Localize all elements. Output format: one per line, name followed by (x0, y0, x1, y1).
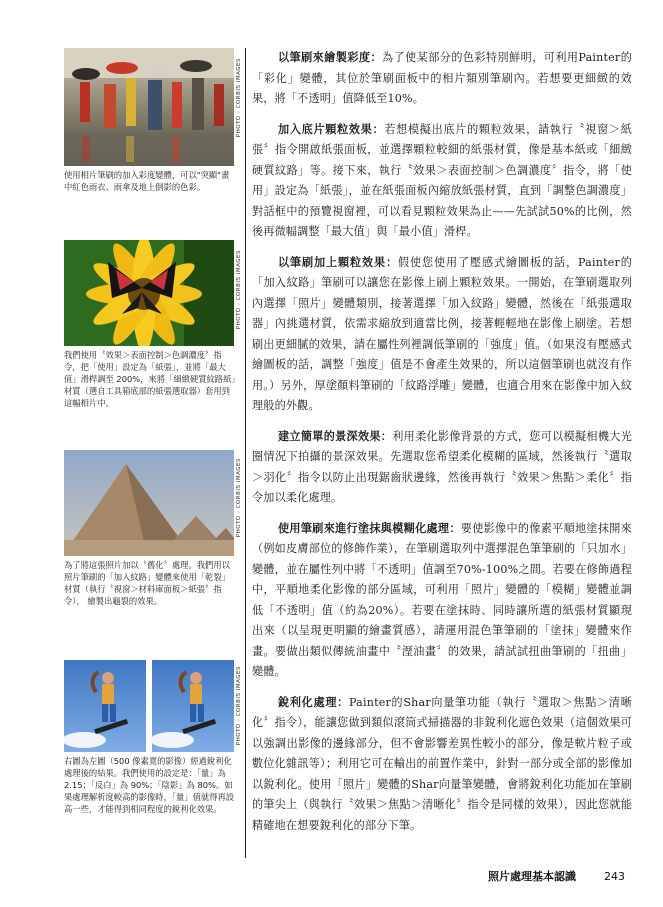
section-sharpen (252, 693, 632, 837)
page-footer (488, 868, 625, 884)
column-divider (245, 48, 246, 858)
section-saturation (252, 48, 632, 110)
photo-caption: 我們使用〝效果＞表面控制＞色調濃度〞指令，把「使用」設定為「紙張」，並將「最大值」滑桿調至 200%，來將「細緻硬質紋路紙」材質（選自工具箱底部的紙張選取器）套用到這幅相片中。 (64, 350, 236, 408)
photo-credit: PHOTO : CORBIS IMAGES (236, 250, 242, 330)
rain-street-photo (64, 48, 234, 166)
photo-block-3 (64, 450, 244, 607)
section-brush-grain (252, 253, 632, 417)
photo-credit: PHOTO : CORBIS IMAGES (236, 458, 242, 538)
butterfly-flower-photo (64, 240, 234, 346)
section-heading: 使用筆刷來進行塗抹與模糊化處理： (278, 521, 461, 535)
section-heading: 建立簡單的景深效果： (278, 429, 393, 443)
photo-credit: PHOTO : CORBIS IMAGES (236, 58, 242, 138)
photo-caption: 使用相片筆刷的加入彩度變體，可以"突顯"畫中紅色雨衣、雨傘及地上倒影的色彩。 (64, 170, 230, 192)
photo-block-4 (64, 660, 244, 815)
pyramids-photo (64, 450, 234, 556)
section-text: 要使影像中的像素平順地塗抹開來（例如皮膚部位的修飾作業），在筆刷選取列中選擇混色筆筆刷的「只加水」變體，並在屬性列中將「不透明」值調至70%-100%之間。若要在修飾過程中，平順地柔化影像的部分區域，可利用「照片」變體的「模糊」變體並調低「不透明」值（約為20%）。若要在塗抹時、同時讓所選的紙張材質顯現出來（以呈現更明顯的繪畫質感），請運用混色筆筆刷的「塗抹」變體來作畫。要做出類似傳統油畫中〝溼油畫〞的效果，請試試扭曲筆刷的「扭曲」變體。 (252, 521, 632, 678)
section-text: 若想模擬出底片的顆粒效果，請執行〝視窗＞紙張〞指令開啟紙張面板，並選擇顆粒較細的紙張材質，像是基本紙或「細緻硬質紋路」等。接下來，執行〝效果＞表面控制＞色調濃度〞指令，將「使用」設定為「紙張」，並在紙張面板內縮放紙張材質，直到「調整色調濃度」對話框中的預覽視窗裡，可以看見顆粒效果為止——先試試50%的比例，然後再微幅調整「最大值」與「最小值」滑桿。 (252, 122, 632, 238)
section-depth-of-field (252, 427, 632, 509)
photo-caption: 為了將這張照片加以〝舊化〞處理。我們用以照片筆刷的「加入紋路」變體來使用「乾裂」材質（執行〝視窗＞材料庫面板＞紙張〞指令）， 繪製出龜裂的效果。 (64, 560, 230, 606)
body-column (252, 48, 632, 846)
section-smear-blur (252, 519, 632, 683)
skateboard-compare-photo (64, 660, 234, 752)
section-text: 假使您使用了壓感式繪圖板的話，Painter的「加入紋路」筆刷可以讓您在影像上刷上顆粒效果。一開始，在筆刷選取列內選擇「照片」變體類別，接著選擇「加入紋路」變體，然後在「紙張選取器」內挑選材質，依需求縮放到適當比例，接著輕輕地在影像上刷塗。若想刷出更細膩的效果，請在屬性列裡調低筆刷的「強度」值。（如果沒有壓感式繪圖板的話，調整「強度」值是不會產生效果的，所以這個筆刷也就沒有作用。）另外，厚塗顏料筆刷的「紋路浮雕」變體，也適合用來在影像中加入紋理般的外觀。 (252, 255, 632, 412)
section-text: Painter的Shar向量筆功能（執行〝選取＞焦點＞清晰化〞指令），能讓您做到類似滾筒式掃描器的非銳利化遮色效果（這個效果可以強調出影像的邊緣部分，但不會影響差異性較小的部分，像是軟片粒子或數位化雜訊等）；利用它可在輸出的前置作業中，針對一部分或全部的影像加以銳利化。使用「照片」變體的Shar向量筆變體，會將銳利化功能加在筆刷的筆尖上（與執行〝效果＞焦點＞清晰化〞指令是同樣的效果），因此您就能精確地在想要銳利化的部分下筆。 (252, 695, 632, 832)
page-number: 243 (604, 870, 625, 883)
photo-block-2 (64, 240, 244, 409)
photo-credit: PHOTO : CORBIS IMAGES (236, 666, 242, 746)
photo-block-1 (64, 48, 244, 193)
section-film-grain (252, 120, 632, 243)
section-heading: 以筆刷來繪製彩度： (278, 51, 382, 64)
photo-caption: 右圖為左圖（500 像素寬的影像）經過銳利化處理後的結果。我們使用的設定是：「量」為 2.15；「反白」為 90%；「陰影」為 80%。如果處理解析度較高的影像時，「量」值就得再設高一些，才能得到相同程度的銳利化效果。 (64, 756, 235, 814)
section-heading: 以筆刷加上顆粒效果： (278, 255, 398, 269)
section-text: 為了使某部分的色彩特別鮮明，可利用Painter的「彩化」變體，其位於筆刷面板中的相片類別筆刷內。若想要更細緻的效果，將「不透明」值降低至10%。 (252, 51, 632, 105)
section-heading: 銳利化處理： (278, 695, 349, 709)
section-text: 利用柔化影像背景的方式，您可以模擬相機大光圈情況下拍攝的景深效果。先選取您希望柔化模糊的區域，然後執行〝選取＞羽化〞指令以防止出現鋸齒狀邊緣，然後再執行〝效果＞焦點＞柔化〞指令加以柔化處理。 (252, 429, 632, 504)
footer-title: 照片處理基本認識 (488, 870, 576, 883)
section-heading: 加入底片顆粒效果： (278, 122, 385, 136)
